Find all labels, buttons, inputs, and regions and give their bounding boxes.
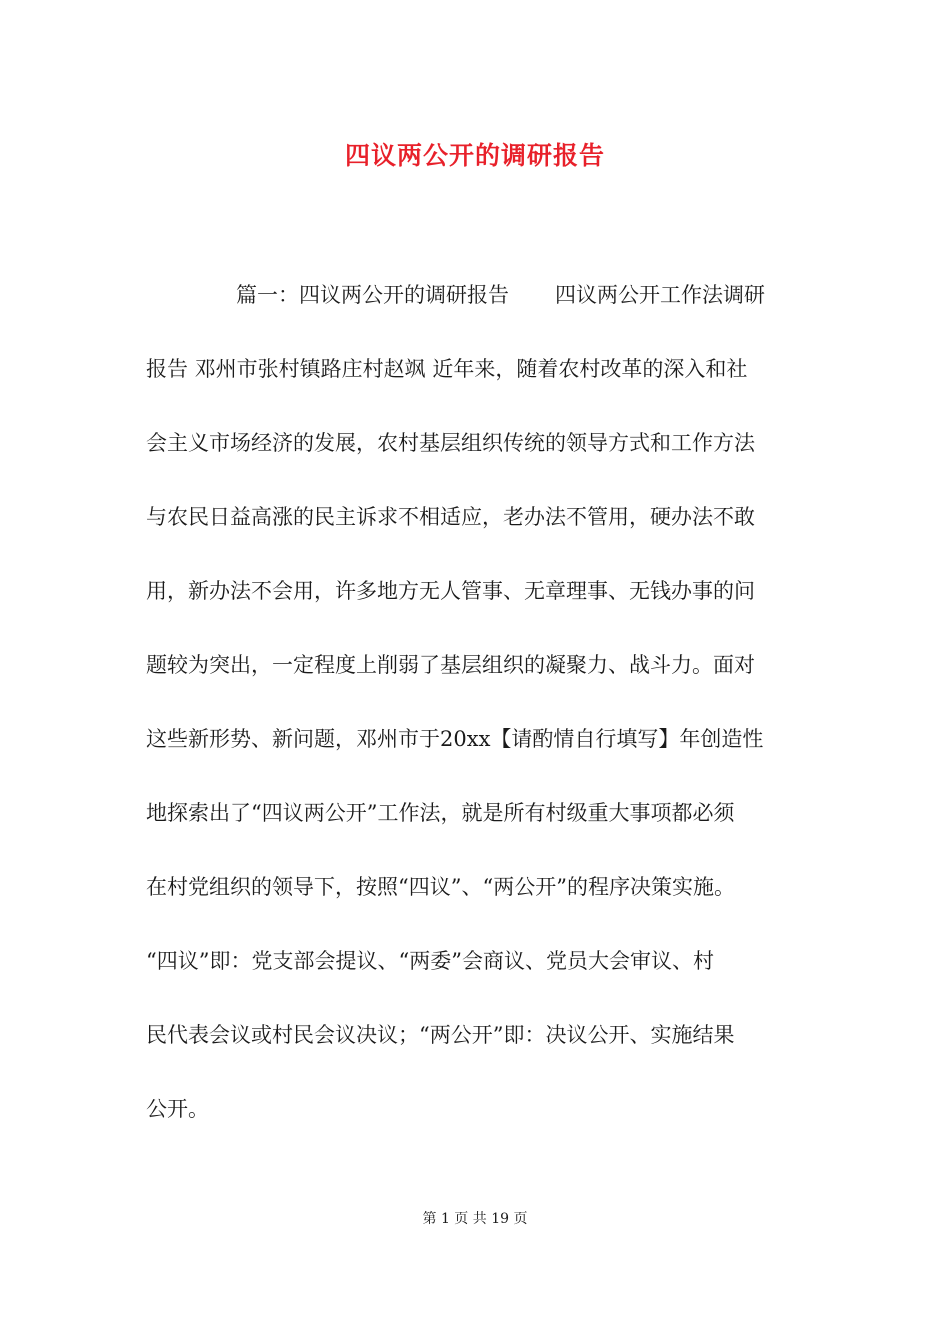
section-heading-line bbox=[146, 275, 816, 349]
body-line: 公开。 bbox=[146, 1097, 209, 1121]
section-heading: 篇一：四议两公开的调研报告 bbox=[236, 283, 509, 307]
body-line: 报告 邓州市张村镇路庄村赵飒 近年来，随着农村改革的深入和社 bbox=[146, 357, 748, 381]
page-number-footer: 第 1 页 共 19 页 bbox=[422, 1211, 528, 1227]
body-line: 题较为突出，一定程度上削弱了基层组织的凝聚力、战斗力。面对 bbox=[146, 653, 755, 677]
body-line: 民代表会议或村民会议决议；“两公开”即：决议公开、实施结果 bbox=[146, 1023, 735, 1047]
body-line: 地探索出了“四议两公开”工作法，就是所有村级重大事项都必须 bbox=[146, 801, 735, 825]
document-title: 四议两公开的调研报告 bbox=[344, 141, 605, 170]
body-line: 会主义市场经济的发展，农村基层组织传统的领导方式和工作方法 bbox=[146, 431, 755, 455]
body-line: 这些新形势、新问题，邓州市于20xx【请酌情自行填写】年创造性 bbox=[146, 727, 764, 751]
body-line: 与农民日益高涨的民主诉求不相适应，老办法不管用，硬办法不敢 bbox=[146, 505, 755, 529]
body-line: 用，新办法不会用，许多地方无人管事、无章理事、无钱办事的问 bbox=[146, 579, 755, 603]
body-line: “四议”即：党支部会提议、“两委”会商议、党员大会审议、村 bbox=[146, 949, 714, 973]
document-body bbox=[146, 275, 816, 1163]
body-line: 在村党组织的领导下，按照“四议”、“两公开”的程序决策实施。 bbox=[146, 875, 735, 899]
section-subheading: 四议两公开工作法调研 bbox=[555, 283, 765, 307]
